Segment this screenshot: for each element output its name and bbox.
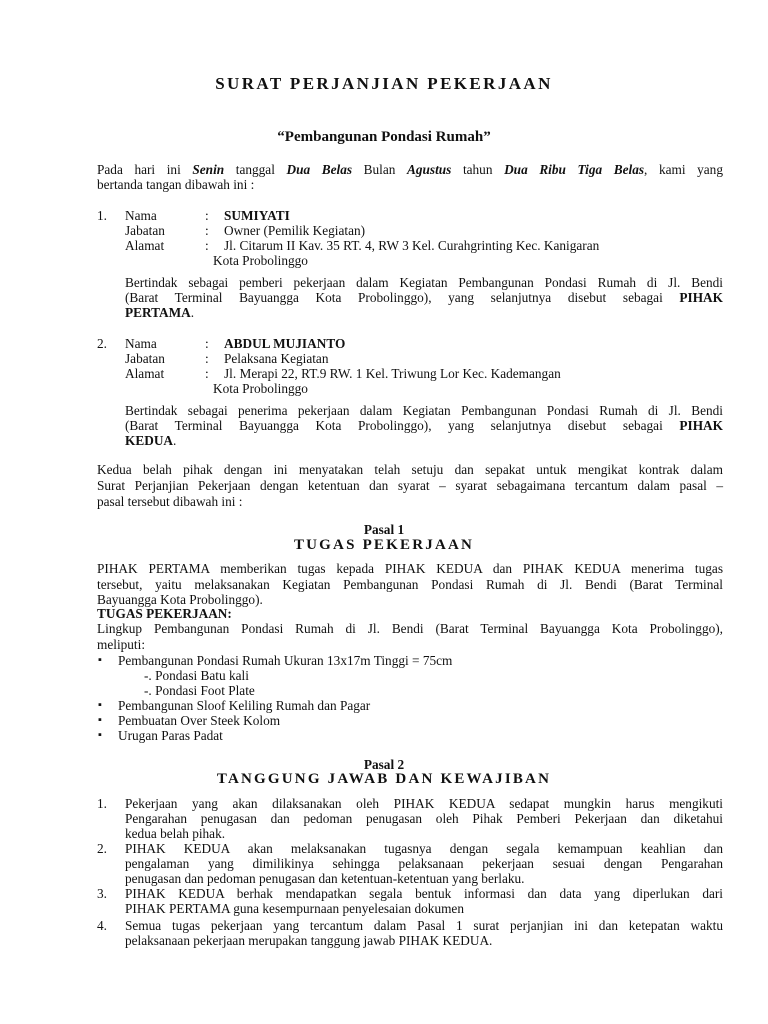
party2-desc-line-2 [125,418,723,433]
party1-desc-line-1: Bertindak sebagai pemberi pekerjaan dalam Kegiatan Pembangunan Pondasi Rumah di Jl. Bendi [125,275,723,290]
duty-2-line-1: PIHAK KEDUA akan melaksanakan tugasnya dengan segala kemampuan keahlian dan [125,841,723,856]
task-subitem: -. Pondasi Batu kali [144,668,249,683]
duty-number: 3. [97,886,107,901]
party2-desc-line-1: Bertindak sebagai penerima pekerjaan dalam Kegiatan Pembangunan Pondasi Rumah di Jl. Bendi [125,403,723,418]
agreement-line-1: Kedua belah pihak dengan ini menyatakan telah setuju dan sepakat untuk mengikat kontrak dalam [97,462,723,477]
duty-4-line-1: Semua tugas pekerjaan yang tercantum dalam Pasal 1 surat perjanjian ini dan ketepatan waktu [125,918,723,933]
party2-jabatan: Pelaksana Kegiatan [224,351,329,366]
duty-1-line-2: Pengarahan penugasan dan pedoman penugasan oleh Pihak Pemberi Pekerjaan dan diketahui [125,811,723,826]
pasal1-scope-line-2: meliputi: [97,637,146,652]
duty-1-line-1: Pekerjaan yang akan dilaksanakan oleh PIHAK KEDUA sedapat mungkin harus mengikuti [125,796,723,811]
pasal1-para-line-1: PIHAK PERTAMA memberikan tugas kepada PIHAK KEDUA dan PIHAK KEDUA menerima tugas [97,561,723,576]
duty-number: 4. [97,918,107,933]
duty-3-line-1: PIHAK KEDUA berhak mendapatkan segala bentuk informasi dan data yang diperlukan dari [125,886,723,901]
duty-3-line-2: PIHAK PERTAMA guna kesempurnaan penyelesaian dokumen [125,901,464,916]
pasal1-heading: TUGAS PEKERJAAN [293,537,475,553]
pasal1-subheading: TUGAS PEKERJAAN: [97,606,232,621]
party2-colon: : [205,336,209,351]
party2-colon: : [205,366,209,381]
duty-number: 1. [97,796,107,811]
intro-date: Dua Belas [286,162,353,177]
party1-role: PERTAMA [125,305,191,320]
intro-year-group [504,162,647,177]
party1-role-part: PIHAK [679,290,723,305]
intro-day: Senin [192,162,225,177]
duty-2-line-3: penugasan dan pedoman penugasan dan ketentuan-ketentuan yang berlaku. [125,871,525,886]
intro-word: tahun [462,162,493,177]
intro-word: ini [166,162,181,177]
party1-label-nama: Nama [125,208,157,223]
pasal2-label: Pasal 2 [363,757,405,772]
duty-2-line-2: pengalaman yang dimilikinya sehingga pelaksanaan pekerjaan sesuai dengan Pengarahan [125,856,723,871]
intro-word: tanggal [235,162,275,177]
party1-desc-line-3 [125,305,194,320]
party1-jabatan: Owner (Pemilik Kegiatan) [224,223,366,238]
pasal2-heading: TANGGUNG JAWAB DAN KEWAJIBAN [216,771,552,787]
party1-colon: : [205,223,209,238]
pasal1-para-line-3: Bayuangga Kota Probolinggo). [97,592,263,607]
party1-label-alamat: Alamat [125,238,165,253]
pasal1-scope-line-1: Lingkup Pembangunan Pondasi Rumah di Jl. Bendi (Barat Terminal Bayuangga Kota Probolinggo), [97,621,723,636]
party1-period: . [190,305,195,320]
intro-word: kami [658,162,686,177]
intro-word: hari [134,162,156,177]
task-bullet-item: ▪ Urugan Paras Padat [118,728,223,743]
party1-colon: : [205,208,209,223]
intro-line-1 [97,162,723,177]
party1-desc-line-2 [125,290,723,305]
party2-label-nama: Nama [125,336,157,351]
document-title: SURAT PERJANJIAN PEKERJAAN [215,74,553,93]
party2-number: 2. [97,336,107,351]
party1-alamat-line-1: Jl. Citarum II Kav. 35 RT. 4, RW 3 Kel. Curahgrinting Kec. Kanigaran [224,238,600,253]
intro-comma: , [644,162,648,177]
party1-number: 1. [97,208,107,223]
intro-year: Dua Ribu Tiga Belas [504,162,645,177]
party1-colon: : [205,238,209,253]
party1-label-jabatan: Jabatan [125,223,165,238]
pasal1-label: Pasal 1 [363,522,405,537]
intro-line-2: bertanda tangan dibawah ini : [97,177,255,192]
party2-period: . [173,433,177,448]
party2-role-part: PIHAK [679,418,723,433]
intro-word: yang [697,162,723,177]
duty-1-line-3: kedua belah pihak. [125,826,226,841]
agreement-line-3: pasal tersebut dibawah ini : [97,494,243,509]
intro-month: Agustus [406,162,452,177]
party2-label-jabatan: Jabatan [125,351,165,366]
agreement-line-2: Surat Perjanjian Pekerjaan dengan ketentuan dan syarat – syarat sebagaimana tercantum dalam pasal – [97,478,723,493]
party1-alamat-line-2: Kota Probolinggo [213,253,308,268]
party2-nama: ABDUL MUJIANTO [224,336,346,351]
task-subitem: -. Pondasi Foot Plate [144,683,255,698]
party2-alamat-line-1: Jl. Merapi 22, RT.9 RW. 1 Kel. Triwung Lor Kec. Kademangan [224,366,561,381]
duty-4-line-2: pelaksanaan pekerjaan merupakan tanggung jawab PIHAK KEDUA. [125,933,493,948]
party2-desc-line-3 [125,433,176,448]
document-subtitle: “Pembangunan Pondasi Rumah” [277,129,491,145]
intro-word: Bulan [363,162,396,177]
party2-colon: : [205,351,209,366]
intro-word: Pada [97,162,123,177]
party2-alamat-line-2: Kota Probolinggo [213,381,308,396]
duty-number: 2. [97,841,107,856]
party1-desc-text: (Barat Terminal Bayuangga Kota Probolinggo), yang selanjutnya disebut sebagai [125,290,663,305]
party2-label-alamat: Alamat [125,366,165,381]
task-bullet-item: ▪ Pembangunan Pondasi Rumah Ukuran 13x17m Tinggi = 75cm [118,653,452,668]
party2-role: KEDUA [125,433,174,448]
task-bullet-item: ▪ Pembuatan Over Steek Kolom [118,713,280,728]
party1-nama: SUMIYATI [224,208,290,223]
party2-desc-text: (Barat Terminal Bayuangga Kota Probolinggo), yang selanjutnya disebut sebagai [125,418,663,433]
task-bullet-item: ▪ Pembangunan Sloof Keliling Rumah dan Pagar [118,698,370,713]
pasal1-para-line-2: tersebut, yaitu melaksanakan Kegiatan Pembangunan Pondasi Rumah di Jl. Bendi (Barat Terminal [97,577,723,592]
